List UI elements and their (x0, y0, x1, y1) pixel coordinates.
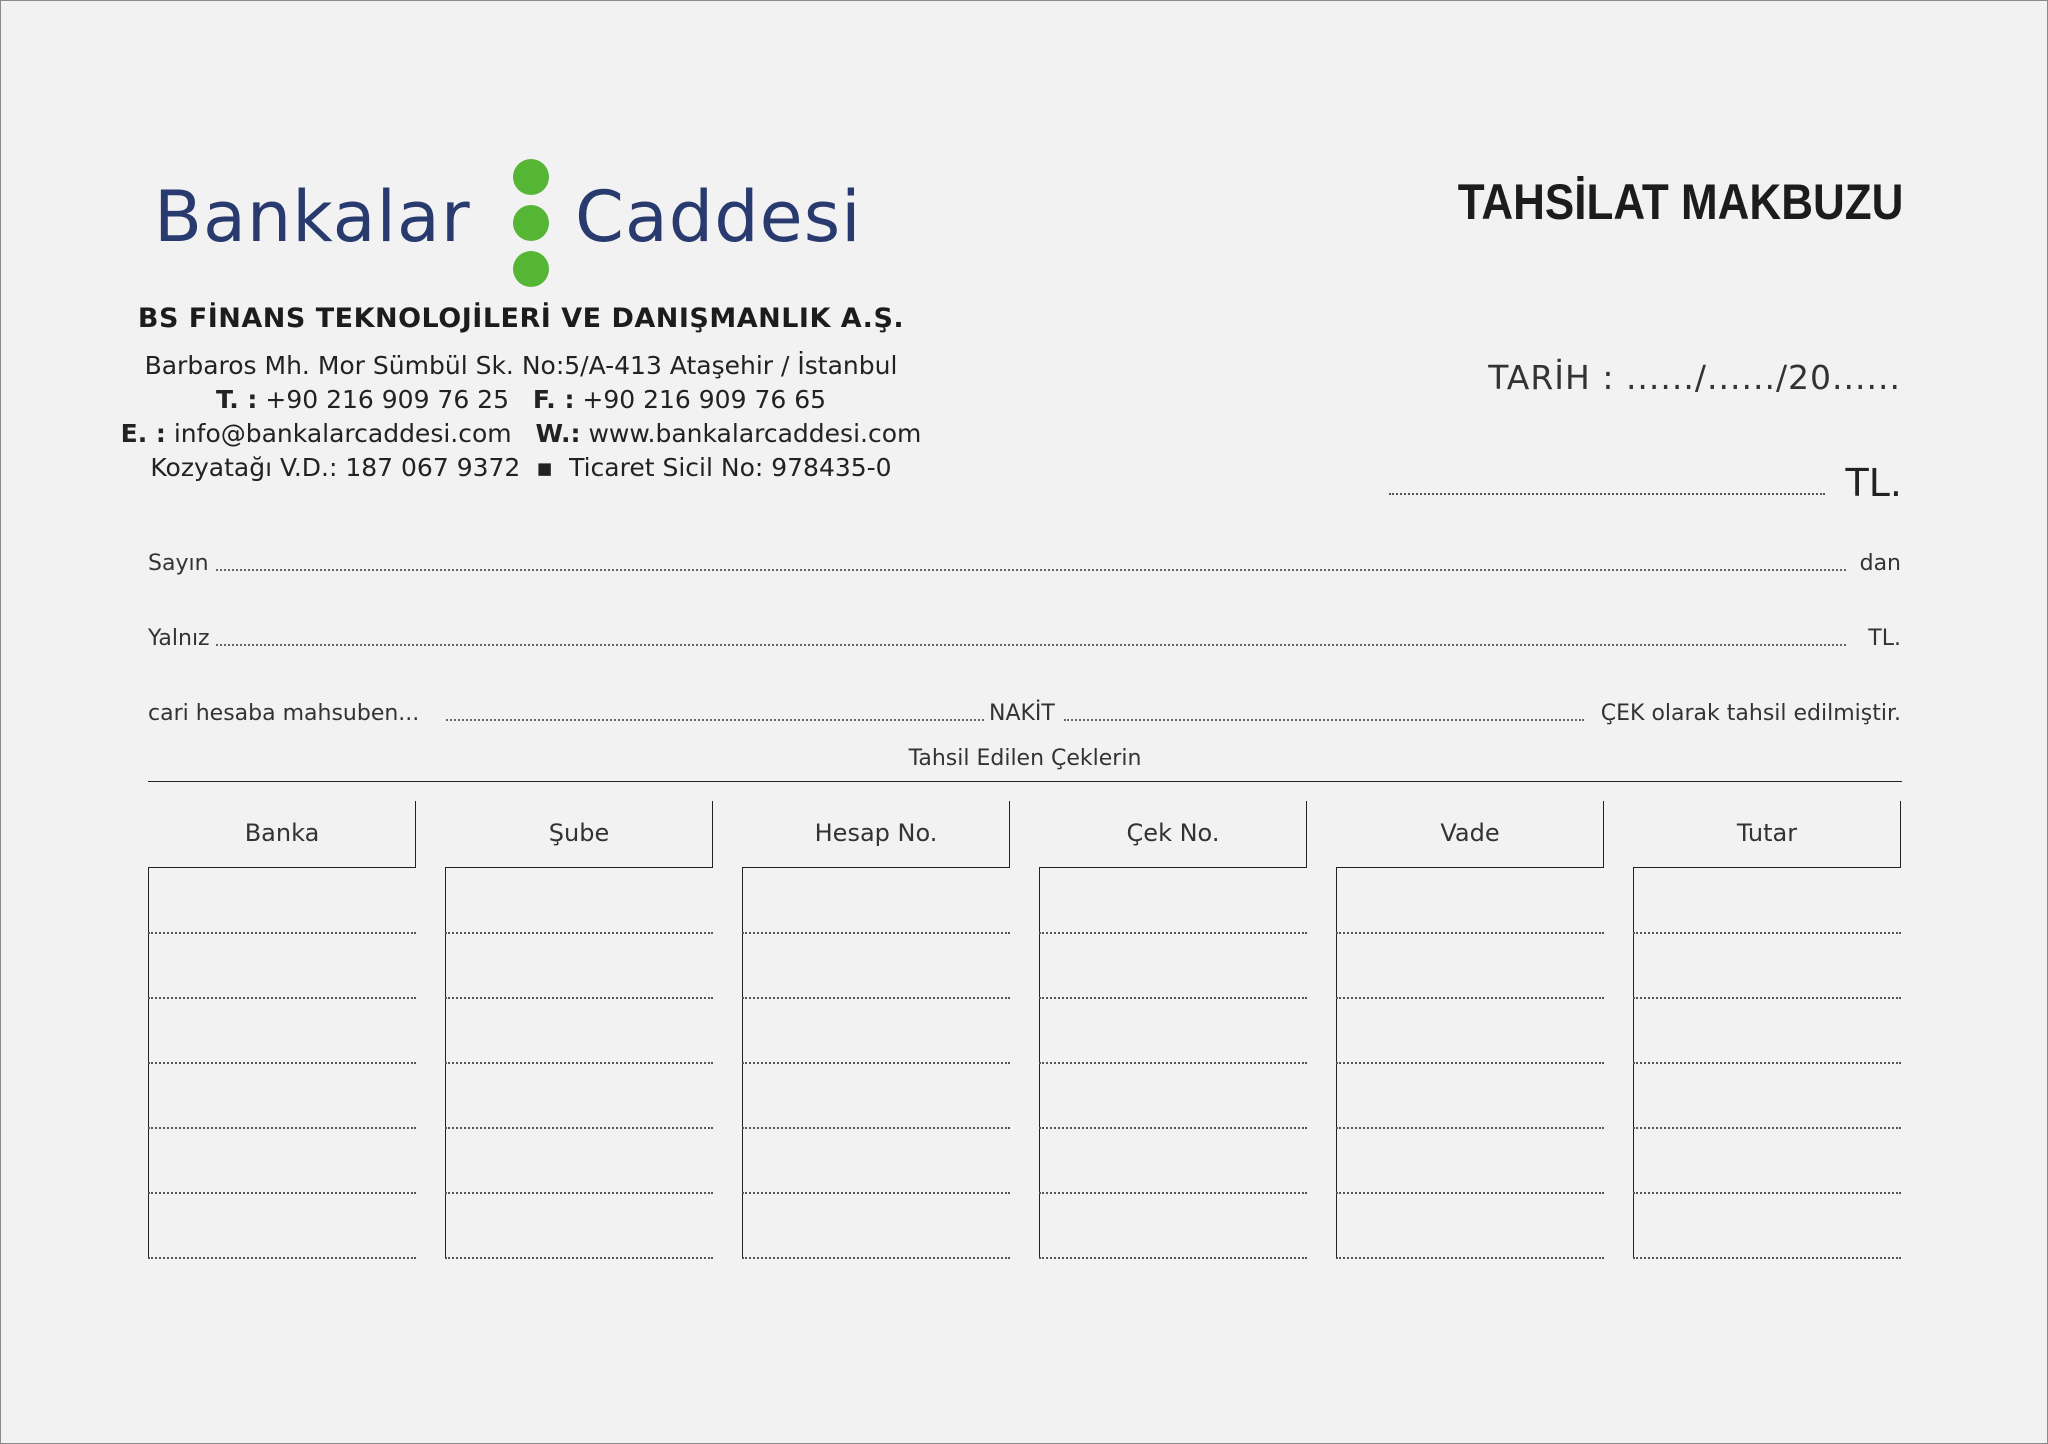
logo-dot-middle (513, 205, 549, 241)
amount-currency: TL. (1845, 461, 1902, 505)
email-address: info@bankalarcaddesi.com (173, 419, 512, 448)
table-row[interactable] (1633, 1127, 1901, 1129)
trade-registry: Ticaret Sicil No: 978435-0 (569, 453, 892, 482)
table-row[interactable] (1336, 1257, 1604, 1259)
table-row[interactable] (1336, 1127, 1604, 1129)
table-row[interactable] (1039, 1257, 1307, 1259)
phone-number: +90 216 909 76 25 (265, 385, 509, 414)
separator-bullet: ▪ (536, 453, 554, 482)
logo-word-right: Caddesi (575, 176, 862, 258)
table-row[interactable] (148, 1192, 416, 1194)
table-row[interactable] (1633, 932, 1901, 934)
column-header-underline (742, 867, 1010, 868)
table-row[interactable] (742, 1192, 1010, 1194)
sayin-suffix: dan (1859, 551, 1901, 576)
column-header-underline (1039, 867, 1307, 868)
column-header-label: Şube (548, 819, 610, 847)
nakit-label: NAKİT (989, 701, 1055, 726)
web-address: www.bankalarcaddesi.com (588, 419, 922, 448)
table-row[interactable] (148, 1062, 416, 1064)
logo-dot-top (513, 159, 549, 195)
table-row[interactable] (1633, 1257, 1901, 1259)
table-row[interactable] (445, 1062, 713, 1064)
table-row[interactable] (742, 1062, 1010, 1064)
fax-number: +90 216 909 76 65 (582, 385, 827, 414)
table-row[interactable] (445, 1127, 713, 1129)
table-row[interactable] (1633, 1062, 1901, 1064)
column-header-label: Vade (1440, 819, 1500, 847)
column-header-label: Tutar (1736, 819, 1798, 847)
company-phone-line (1, 385, 1041, 414)
table-row[interactable] (742, 932, 1010, 934)
checks-table-rule (148, 781, 1902, 782)
yalniz-label: Yalnız (148, 626, 210, 651)
cari-label: cari hesaba mahsuben... (148, 701, 420, 726)
column-header-label: Çek No. (1126, 819, 1220, 847)
table-row[interactable] (445, 1192, 713, 1194)
company-registry-line (1, 453, 1041, 482)
logo-word-left: Bankalar (154, 176, 471, 258)
table-row[interactable] (148, 1257, 416, 1259)
sayin-field[interactable] (216, 569, 1846, 571)
table-column (742, 801, 1010, 1257)
table-row[interactable] (445, 997, 713, 999)
column-header-label: Banka (244, 819, 320, 847)
table-row[interactable] (148, 1127, 416, 1129)
column-header-underline (1633, 867, 1901, 868)
date-field[interactable]: TARİH : ....../....../20...... (1488, 358, 1901, 397)
table-column (1336, 801, 1604, 1257)
table-column (445, 801, 713, 1257)
table-row[interactable] (1336, 1192, 1604, 1194)
table-row[interactable] (445, 932, 713, 934)
receipt-title: TAHSİLAT MAKBUZU (1457, 174, 1903, 230)
table-row[interactable] (1633, 997, 1901, 999)
column-header-underline (148, 867, 416, 868)
tax-office: Kozyatağı V.D.: 187 067 9372 (150, 453, 521, 482)
cari-field[interactable] (446, 719, 984, 721)
table-row[interactable] (1336, 1062, 1604, 1064)
table-row[interactable] (445, 1257, 713, 1259)
table-row[interactable] (1039, 1127, 1307, 1129)
nakit-field[interactable] (1064, 719, 1584, 721)
logo-dot-bottom (513, 251, 549, 287)
company-address: Barbaros Mh. Mor Sümbül Sk. No:5/A-413 Ataşehir / İstanbul (144, 351, 898, 380)
sayin-label: Sayın (148, 551, 209, 576)
web-label: W.: (535, 419, 581, 448)
table-row[interactable] (1336, 997, 1604, 999)
column-header-underline (445, 867, 713, 868)
company-contact-line (1, 419, 1041, 448)
table-column (1039, 801, 1307, 1257)
table-row[interactable] (1039, 932, 1307, 934)
table-row[interactable] (1039, 1192, 1307, 1194)
company-name: BS FİNANS TEKNOLOJİLERİ VE DANIŞMANLIK A.Ş. (137, 303, 905, 334)
table-row[interactable] (742, 1257, 1010, 1259)
cek-suffix: ÇEK olarak tahsil edilmiştir. (1600, 701, 1901, 726)
table-column (148, 801, 416, 1257)
table-row[interactable] (742, 1127, 1010, 1129)
table-row[interactable] (148, 997, 416, 999)
table-row[interactable] (1039, 997, 1307, 999)
email-label: E. : (120, 419, 166, 448)
table-row[interactable] (1336, 932, 1604, 934)
yalniz-field[interactable] (216, 644, 1846, 646)
yalniz-suffix: TL. (1868, 626, 1901, 651)
amount-field[interactable] (1389, 493, 1825, 495)
table-row[interactable] (1633, 1192, 1901, 1194)
table-row[interactable] (1039, 1062, 1307, 1064)
column-header-label: Hesap No. (814, 819, 938, 847)
fax-label: F. : (532, 385, 575, 414)
checks-table-title: Tahsil Edilen Çeklerin (908, 746, 1142, 771)
table-row[interactable] (742, 997, 1010, 999)
phone-label: T. : (215, 385, 258, 414)
table-column (1633, 801, 1901, 1257)
column-header-underline (1336, 867, 1604, 868)
table-row[interactable] (148, 932, 416, 934)
